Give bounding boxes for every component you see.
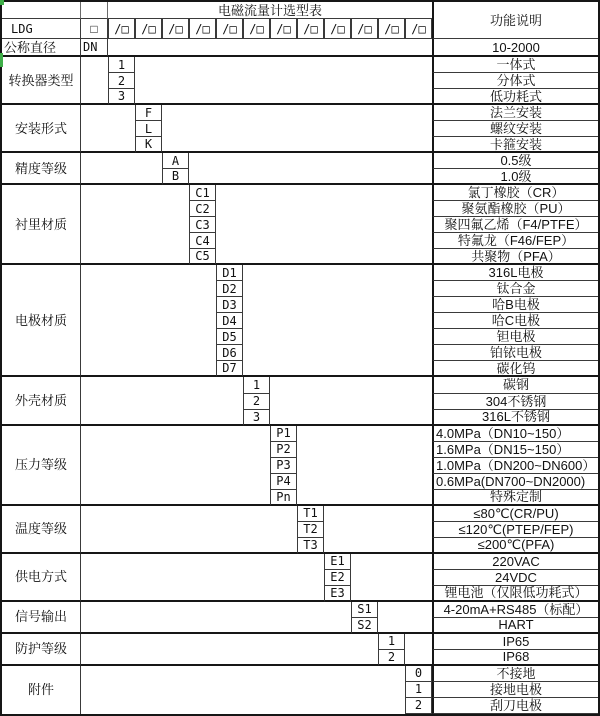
model-code-first-box: □	[81, 19, 108, 39]
option-code-cell: 2	[378, 650, 405, 666]
option-desc-cell: 不接地	[432, 666, 598, 682]
model-code-slot-box: /□	[405, 19, 432, 39]
option-code-cell: T3	[297, 538, 324, 554]
option-code-cell: D5	[216, 329, 243, 345]
option-code-cell: C4	[189, 233, 216, 249]
merged-gap-cell	[81, 426, 270, 506]
merged-gap-cell	[81, 602, 351, 634]
option-code-cell: E2	[324, 570, 351, 586]
category-label: 精度等级	[2, 153, 81, 185]
category-label: 电极材质	[2, 265, 81, 377]
option-desc-cell: 哈C电极	[432, 313, 598, 329]
option-desc-cell: 钽电极	[432, 329, 598, 345]
option-code-cell: K	[135, 137, 162, 153]
option-desc-cell: 24VDC	[432, 570, 598, 586]
nominal-diameter-code: DN	[81, 39, 108, 57]
category-label: 衬里材质	[2, 185, 81, 265]
option-desc-cell: IP65	[432, 634, 598, 650]
model-code-slot-box: /□	[135, 19, 162, 39]
model-code-slot-box: /□	[162, 19, 189, 39]
category-label: 信号输出	[2, 602, 81, 634]
option-code-cell: C2	[189, 201, 216, 217]
option-desc-cell: 铂铱电极	[432, 345, 598, 361]
category-label: 压力等级	[2, 426, 81, 506]
merged-gap-cell	[297, 426, 432, 506]
option-desc-cell: 1.0级	[432, 169, 598, 185]
category-label: 温度等级	[2, 506, 81, 554]
option-desc-cell: 1.0MPa（DN200~DN600）	[432, 458, 598, 474]
option-desc-cell: 聚氨酯橡胶（PU）	[432, 201, 598, 217]
option-code-cell: 1	[405, 682, 432, 698]
option-code-cell: 2	[108, 73, 135, 89]
option-desc-cell: 一体式	[432, 57, 598, 73]
category-label: 安装形式	[2, 105, 81, 153]
option-code-cell: 2	[405, 698, 432, 714]
option-desc-cell: 1.6MPa（DN15~150）	[432, 442, 598, 458]
option-desc-cell: IP68	[432, 650, 598, 666]
option-desc-cell: 哈B电极	[432, 297, 598, 313]
merged-gap-cell	[81, 57, 108, 105]
option-code-cell: P2	[270, 442, 297, 458]
option-desc-cell: 10-2000	[432, 39, 598, 57]
option-code-cell: Pn	[270, 490, 297, 506]
option-desc-cell: HART	[432, 618, 598, 634]
merged-gap-cell	[162, 105, 432, 153]
option-code-cell: D7	[216, 361, 243, 377]
option-code-cell: 3	[243, 410, 270, 426]
option-desc-cell: 316L电极	[432, 265, 598, 281]
option-code-cell: 0	[405, 666, 432, 682]
merged-gap-cell	[270, 377, 432, 425]
category-label: 供电方式	[2, 554, 81, 602]
option-code-cell: D1	[216, 265, 243, 281]
option-code-cell: P1	[270, 426, 297, 442]
merged-gap-cell	[81, 634, 378, 666]
model-code-slot-box: /□	[378, 19, 405, 39]
option-desc-cell: 220VAC	[432, 554, 598, 570]
green-artifact-corner	[0, 0, 4, 5]
merged-gap-cell	[81, 666, 405, 714]
option-code-cell: F	[135, 105, 162, 121]
option-desc-cell: ≤200℃(PFA)	[432, 538, 598, 554]
merged-gap-cell	[81, 185, 189, 265]
option-code-cell: C3	[189, 217, 216, 233]
option-code-cell: T1	[297, 506, 324, 522]
merged-gap-cell	[135, 57, 432, 105]
option-desc-cell: ≤80℃(CR/PU)	[432, 506, 598, 522]
model-code-slot-box: /□	[243, 19, 270, 39]
option-desc-cell: 刮刀电极	[432, 698, 598, 714]
option-desc-cell: 316L不锈钢	[432, 410, 598, 426]
option-code-cell: D2	[216, 281, 243, 297]
option-code-cell: P3	[270, 458, 297, 474]
option-desc-cell: 接地电极	[432, 682, 598, 698]
merged-gap-cell	[189, 153, 432, 185]
option-desc-cell: 0.6MPa(DN700~DN2000)	[432, 474, 598, 490]
option-desc-cell: 低功耗式	[432, 89, 598, 105]
option-code-cell: D4	[216, 313, 243, 329]
option-code-cell: C5	[189, 249, 216, 265]
merged-gap-cell	[81, 105, 135, 153]
option-desc-cell: 共聚物（PFA）	[432, 249, 598, 265]
function-description-header: 功能说明	[432, 2, 598, 39]
model-code-slot-box: /□	[189, 19, 216, 39]
option-code-cell: L	[135, 121, 162, 137]
option-code-cell: 1	[108, 57, 135, 73]
merged-gap-cell	[81, 377, 243, 425]
option-desc-cell: 螺纹安装	[432, 121, 598, 137]
model-code-slot-box: /□	[297, 19, 324, 39]
option-code-cell: S2	[351, 618, 378, 634]
option-code-cell: C1	[189, 185, 216, 201]
option-code-cell: 1	[243, 377, 270, 393]
title-row-spacer-left	[2, 2, 81, 19]
title-row-spacer-dn	[81, 2, 108, 19]
option-desc-cell: ≤120℃(PTEP/FEP)	[432, 522, 598, 538]
merged-gap-cell	[351, 554, 432, 602]
merged-gap-cell	[81, 265, 216, 377]
option-desc-cell: 锂电池（仅限低功耗式）	[432, 586, 598, 602]
merged-gap-cell	[81, 506, 297, 554]
option-code-cell: P4	[270, 474, 297, 490]
option-desc-cell: 304不锈钢	[432, 394, 598, 410]
option-code-cell: D3	[216, 297, 243, 313]
merged-gap-cell	[405, 634, 432, 666]
option-desc-cell: 碳钢	[432, 377, 598, 393]
model-code-slot-box: /□	[351, 19, 378, 39]
merged-gap-cell	[243, 265, 432, 377]
option-code-cell: B	[162, 169, 189, 185]
model-code-slot-box: /□	[324, 19, 351, 39]
option-desc-cell: 法兰安装	[432, 105, 598, 121]
merged-gap-cell	[81, 554, 324, 602]
option-code-cell: S1	[351, 602, 378, 618]
option-desc-cell: 分体式	[432, 73, 598, 89]
option-code-cell: E1	[324, 554, 351, 570]
option-desc-cell: 碳化钨	[432, 361, 598, 377]
merged-gap-cell	[81, 153, 162, 185]
option-code-cell: A	[162, 153, 189, 169]
option-code-cell: D6	[216, 345, 243, 361]
merged-gap-cell	[216, 185, 432, 265]
option-code-cell: T2	[297, 522, 324, 538]
option-desc-cell: 特殊定制	[432, 490, 598, 506]
category-label: 转换器类型	[2, 57, 81, 105]
option-desc-cell: 4.0MPa（DN10~150）	[432, 426, 598, 442]
category-label: 防护等级	[2, 634, 81, 666]
option-desc-cell: 卡箍安装	[432, 137, 598, 153]
option-desc-cell: 0.5级	[432, 153, 598, 169]
option-code-cell: E3	[324, 586, 351, 602]
option-desc-cell: 特氟龙（F46/FEP）	[432, 233, 598, 249]
option-code-cell: 2	[243, 394, 270, 410]
table-title: 电磁流量计选型表	[108, 2, 432, 19]
category-label-nominal-diameter: 公称直径	[2, 39, 81, 57]
merged-gap-cell	[108, 39, 432, 57]
model-code-slot-box: /□	[216, 19, 243, 39]
model-code-slot-box: /□	[270, 19, 297, 39]
model-code-slot-box: /□	[108, 19, 135, 39]
category-label: 附件	[2, 666, 81, 714]
option-desc-cell: 钛合金	[432, 281, 598, 297]
merged-gap-cell	[378, 602, 432, 634]
model-prefix-label: LDG	[2, 19, 81, 39]
option-desc-cell: 4-20mA+RS485（标配）	[432, 602, 598, 618]
option-desc-cell: 氯丁橡胶（CR）	[432, 185, 598, 201]
category-label: 外壳材质	[2, 377, 81, 425]
option-code-cell: 1	[378, 634, 405, 650]
option-code-cell: 3	[108, 89, 135, 105]
option-desc-cell: 聚四氟乙烯（F4/PTFE）	[432, 217, 598, 233]
green-artifact-left-edge	[0, 53, 3, 67]
merged-gap-cell	[324, 506, 432, 554]
